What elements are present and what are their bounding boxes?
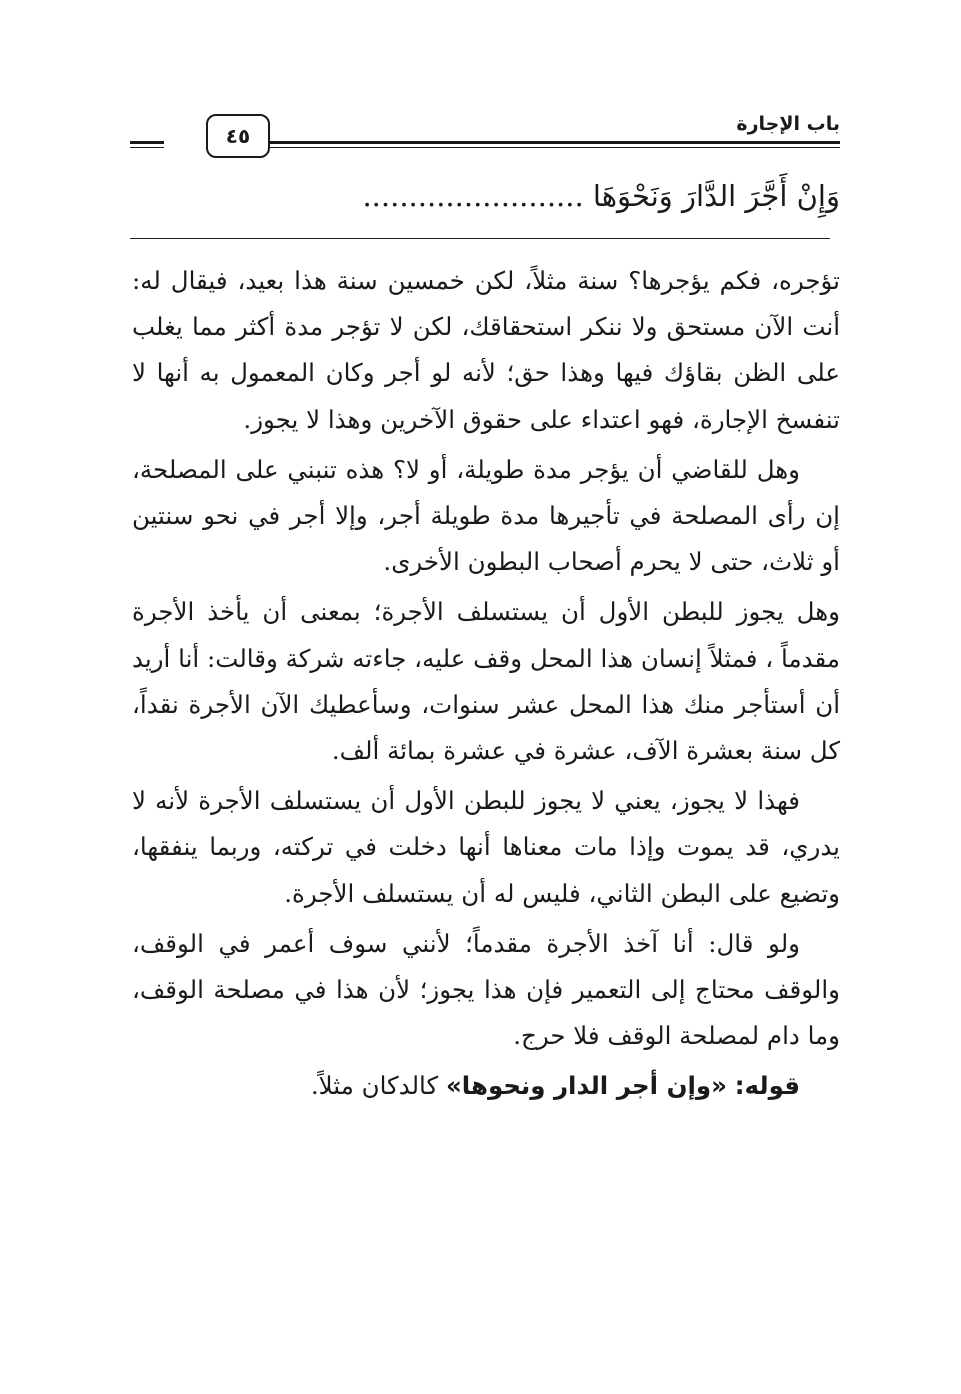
running-header [130, 108, 840, 164]
qawl-rest: كالدكان مثلاً. [310, 1071, 446, 1101]
paragraph: فهذا لا يجوز، يعني لا يجوز للبطن الأول أن يستسلف الأجرة لأنه لا يدري، قد يموت وإذا مات معناها أنها دخلت في تركته، وربما ينفقها، وتضيع على البطن الثاني، فليس له أن يستسلف الأجرة. [132, 786, 840, 908]
paragraph: تؤجره، فكم يؤجرها؟ سنة مثلاً، لكن خمسين سنة هذا بعيد، فيقال له: أنت الآن مستحق ولا ننكر استحقاقك، لكن لا تؤجر مدة أكثر مما يغلب على الظن بقاؤك فيها وهذا حق؛ لأنه لو أجر وكان المعمول به أنها لا تنفسخ الإجارة، فهو اعتداء على حقوق الآخرين وهذا لا يجوز. [132, 266, 840, 434]
qawl-label: قوله: [734, 1071, 800, 1101]
paragraph: وهل للقاضي أن يؤجر مدة طويلة، أو لا؟ هذه تنبني على المصلحة، إن رأى المصلحة في تأجيرها مدة طويلة أجر، وإلا أجر في نحو سنتين أو ثلاث، حتى لا يحرم أصحاب البطون الأخرى. [132, 454, 840, 577]
paragraph: ولو قال: أنا آخذ الأجرة مقدماً؛ لأنني سوف أعمر في الوقف، والوقف محتاج إلى التعمير فإن هذا يجوز؛ لأن هذا في مصلحة الوقف، وما دام لمصلحة الوقف فلا حرج. [132, 928, 840, 1051]
page-number-frame [164, 108, 251, 164]
qawl-quote: «وإن أجر الدار ونحوها» [445, 1071, 727, 1101]
commentary-body [132, 258, 840, 1114]
matn-separator-rule [130, 238, 830, 239]
matn-line: وَإِنْ أَجَّرَ الدَّارَ وَنَحْوَهَا ........................ [362, 179, 840, 213]
paragraph: وهل يجوز للبطن الأول أن يستسلف الأجرة؛ بمعنى أن يأخذ الأجرة مقدماً ، فمثلاً إنسان هذا المحل وقف عليه، جاءته شركة وقالت: أنا أريد أن أستأجر منك هذا المحل عشر سنوات، وسأعطيك الآن الأجرة نقداً، كل سنة بعشرة الآف، عشرة في عشرة بمائة ألف. [132, 597, 840, 766]
chapter-title: باب الإجارة [726, 110, 840, 138]
qawl-paragraph [132, 1063, 840, 1109]
page-number: ٤٥ [206, 114, 270, 158]
